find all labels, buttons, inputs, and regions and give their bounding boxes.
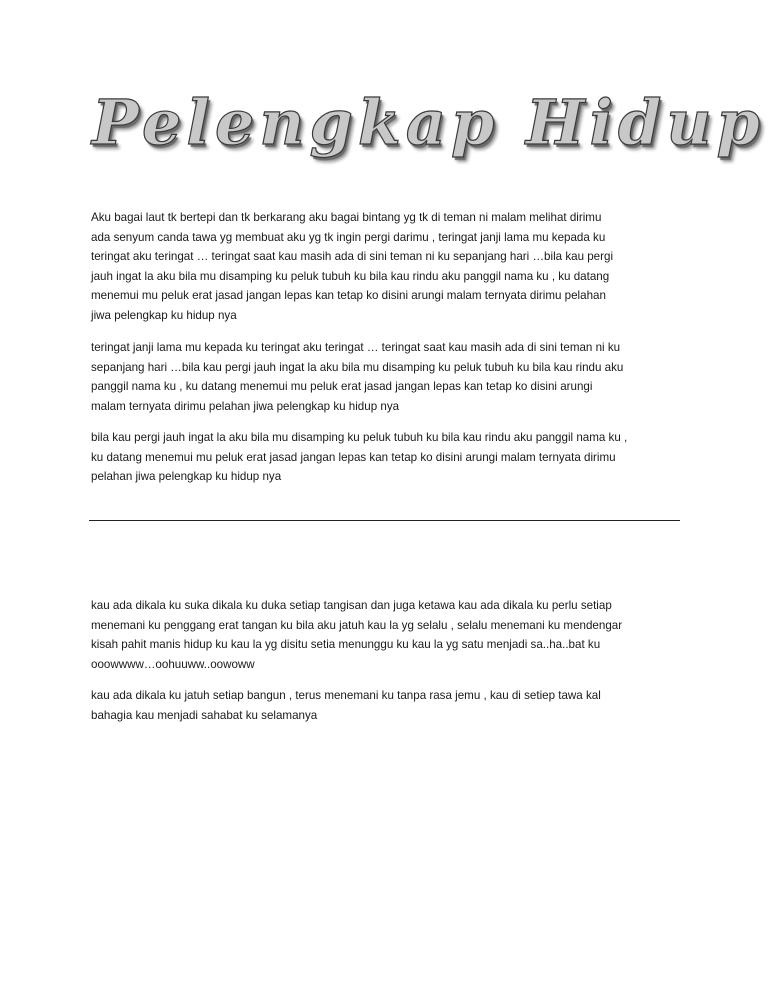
paragraph-line: ada senyum canda tawa yg membuat aku yg tk ingin pergi darimu , teringat janji lama mu kepada ku (91, 230, 606, 244)
paragraph-line: bahagia kau menjadi sahabat ku selamanya (91, 708, 318, 722)
paragraph-line: ooowwww…oohuuww..oowoww (91, 657, 255, 671)
paragraph-line: panggil nama ku , ku datang menemui mu peluk erat jasad jangan lepas kan tetap ko disini arungi (91, 380, 593, 394)
paragraph-line: jauh ingat la aku bila mu disamping ku peluk tubuh ku bila kau rindu aku panggil nama ku , ku datang (91, 269, 610, 283)
paragraph-line: bila kau pergi jauh ingat la aku bila mu disamping ku peluk tubuh ku bila kau rindu aku panggil nama ku , (91, 431, 628, 444)
paragraph-line: teringat aku teringat … teringat saat kau masih ada di sini teman ni ku sepanjang hari …bila kau pergi (91, 250, 614, 264)
paragraph-line: menemani ku penggang erat tangan ku bila aku jatuh kau la yg selalu , selalu menemani ku mendengar (91, 618, 623, 632)
paragraph-3 (91, 428, 627, 487)
paragraph-1 (91, 208, 613, 326)
horizontal-divider (89, 520, 680, 521)
paragraph-line: ku datang menemui mu peluk erat jasad jangan lepas kan tetap ko disini arungi malam ternyata dirimu (91, 450, 616, 464)
paragraph-line: jiwa pelengkap ku hidup nya (91, 308, 237, 322)
document-title: Pelengkap Hidup (92, 86, 765, 159)
paragraph-line: teringat janji lama mu kepada ku teringat aku teringat … teringat saat kau masih ada di sini teman ni ku (91, 341, 621, 354)
paragraph-line: kau ada dikala ku suka dikala ku duka setiap tangisan dan juga ketawa kau ada dikala ku perlu setiap (91, 599, 612, 612)
paragraph-line: malam ternyata dirimu pelahan jiwa pelengkap ku hidup nya (91, 399, 400, 413)
paragraph-line: Aku bagai laut tk bertepi dan tk berkarang aku bagai bintang yg tk di teman ni malam melihat dirimu (91, 211, 602, 224)
paragraph-2 (91, 338, 623, 416)
paragraph-line: menemui mu peluk erat jasad jangan lepas kan tetap ko disini arungi malam ternyata dirimu pelahan (91, 289, 606, 303)
paragraph-line: kau ada dikala ku jatuh setiap bangun , terus menemani ku tanpa rasa jemu , kau di setiep tawa kal (91, 689, 601, 702)
paragraph-4 (91, 596, 622, 674)
paragraph-5 (91, 686, 601, 725)
paragraph-line: pelahan jiwa pelengkap ku hidup nya (91, 470, 282, 484)
paragraph-line: kisah pahit manis hidup ku kau la yg disitu setia menunggu ku kau la yg satu menjadi sa..ha..bat ku (91, 638, 601, 652)
paragraph-line: sepanjang hari …bila kau pergi jauh ingat la aku bila mu disamping ku peluk tubuh ku bila kau rindu aku (91, 360, 624, 374)
